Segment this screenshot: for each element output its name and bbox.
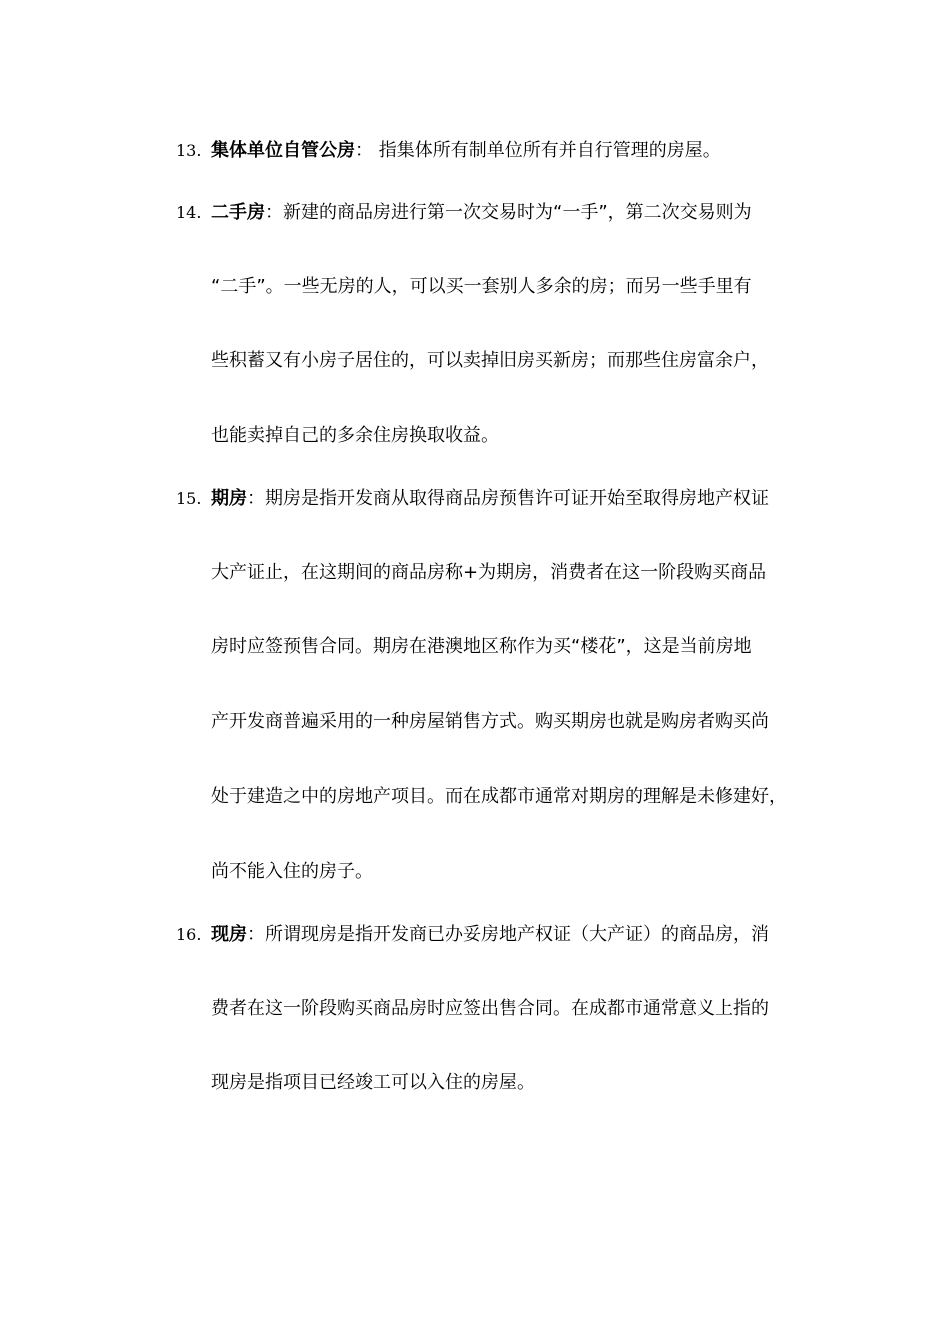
item-number: 16. xyxy=(176,925,202,944)
item-line: 也能卖掉自己的多余住房换取收益。 xyxy=(211,425,499,446)
item-line xyxy=(211,200,752,226)
item-text: ：所谓现房是指开发商已办妥房地产权证（大产证）的商品房，消 xyxy=(247,924,769,945)
item-line xyxy=(211,138,721,164)
item-number: 14. xyxy=(176,203,202,222)
item-line: 现房是指项目已经竣工可以入住的房屋。 xyxy=(211,1072,535,1093)
item-line: “二手”。一些无房的人，可以买一套别人多余的房；而另一些手里有 xyxy=(211,276,752,297)
item-line: 费者在这一阶段购买商品房时应签出售合同。在成都市通常意义上指的 xyxy=(211,998,769,1019)
item-line xyxy=(211,486,769,512)
item-line: 尚不能入住的房子。 xyxy=(211,861,373,882)
item-term: 集体单位自管公房 xyxy=(211,140,355,161)
item-number: 15. xyxy=(176,489,202,508)
item-term: 现房 xyxy=(211,924,247,945)
item-term: 二手房 xyxy=(211,202,265,223)
item-line: 房时应签预售合同。期房在港澳地区称作为买“楼花”，这是当前房地 xyxy=(211,636,752,657)
item-line: 产开发商普遍采用的一种房屋销售方式。购买期房也就是购房者购买尚 xyxy=(211,711,769,732)
item-term: 期房 xyxy=(211,488,247,509)
item-line: 处于建造之中的房地产项目。而在成都市通常对期房的理解是未修建好， xyxy=(211,786,787,807)
item-text: ：新建的商品房进行第一次交易时为“一手”，第二次交易则为 xyxy=(265,202,752,223)
item-text: ：期房是指开发商从取得商品房预售许可证开始至取得房地产权证 xyxy=(247,488,769,509)
item-number: 13. xyxy=(176,141,202,160)
item-text: ： 指集体所有制单位所有并自行管理的房屋。 xyxy=(355,140,721,161)
item-line: 些积蓄又有小房子居住的，可以卖掉旧房买新房；而那些住房富余户， xyxy=(211,350,769,371)
item-line: 大产证止，在这期间的商品房称+为期房，消费者在这一阶段购买商品 xyxy=(211,562,767,583)
item-line xyxy=(211,922,769,948)
